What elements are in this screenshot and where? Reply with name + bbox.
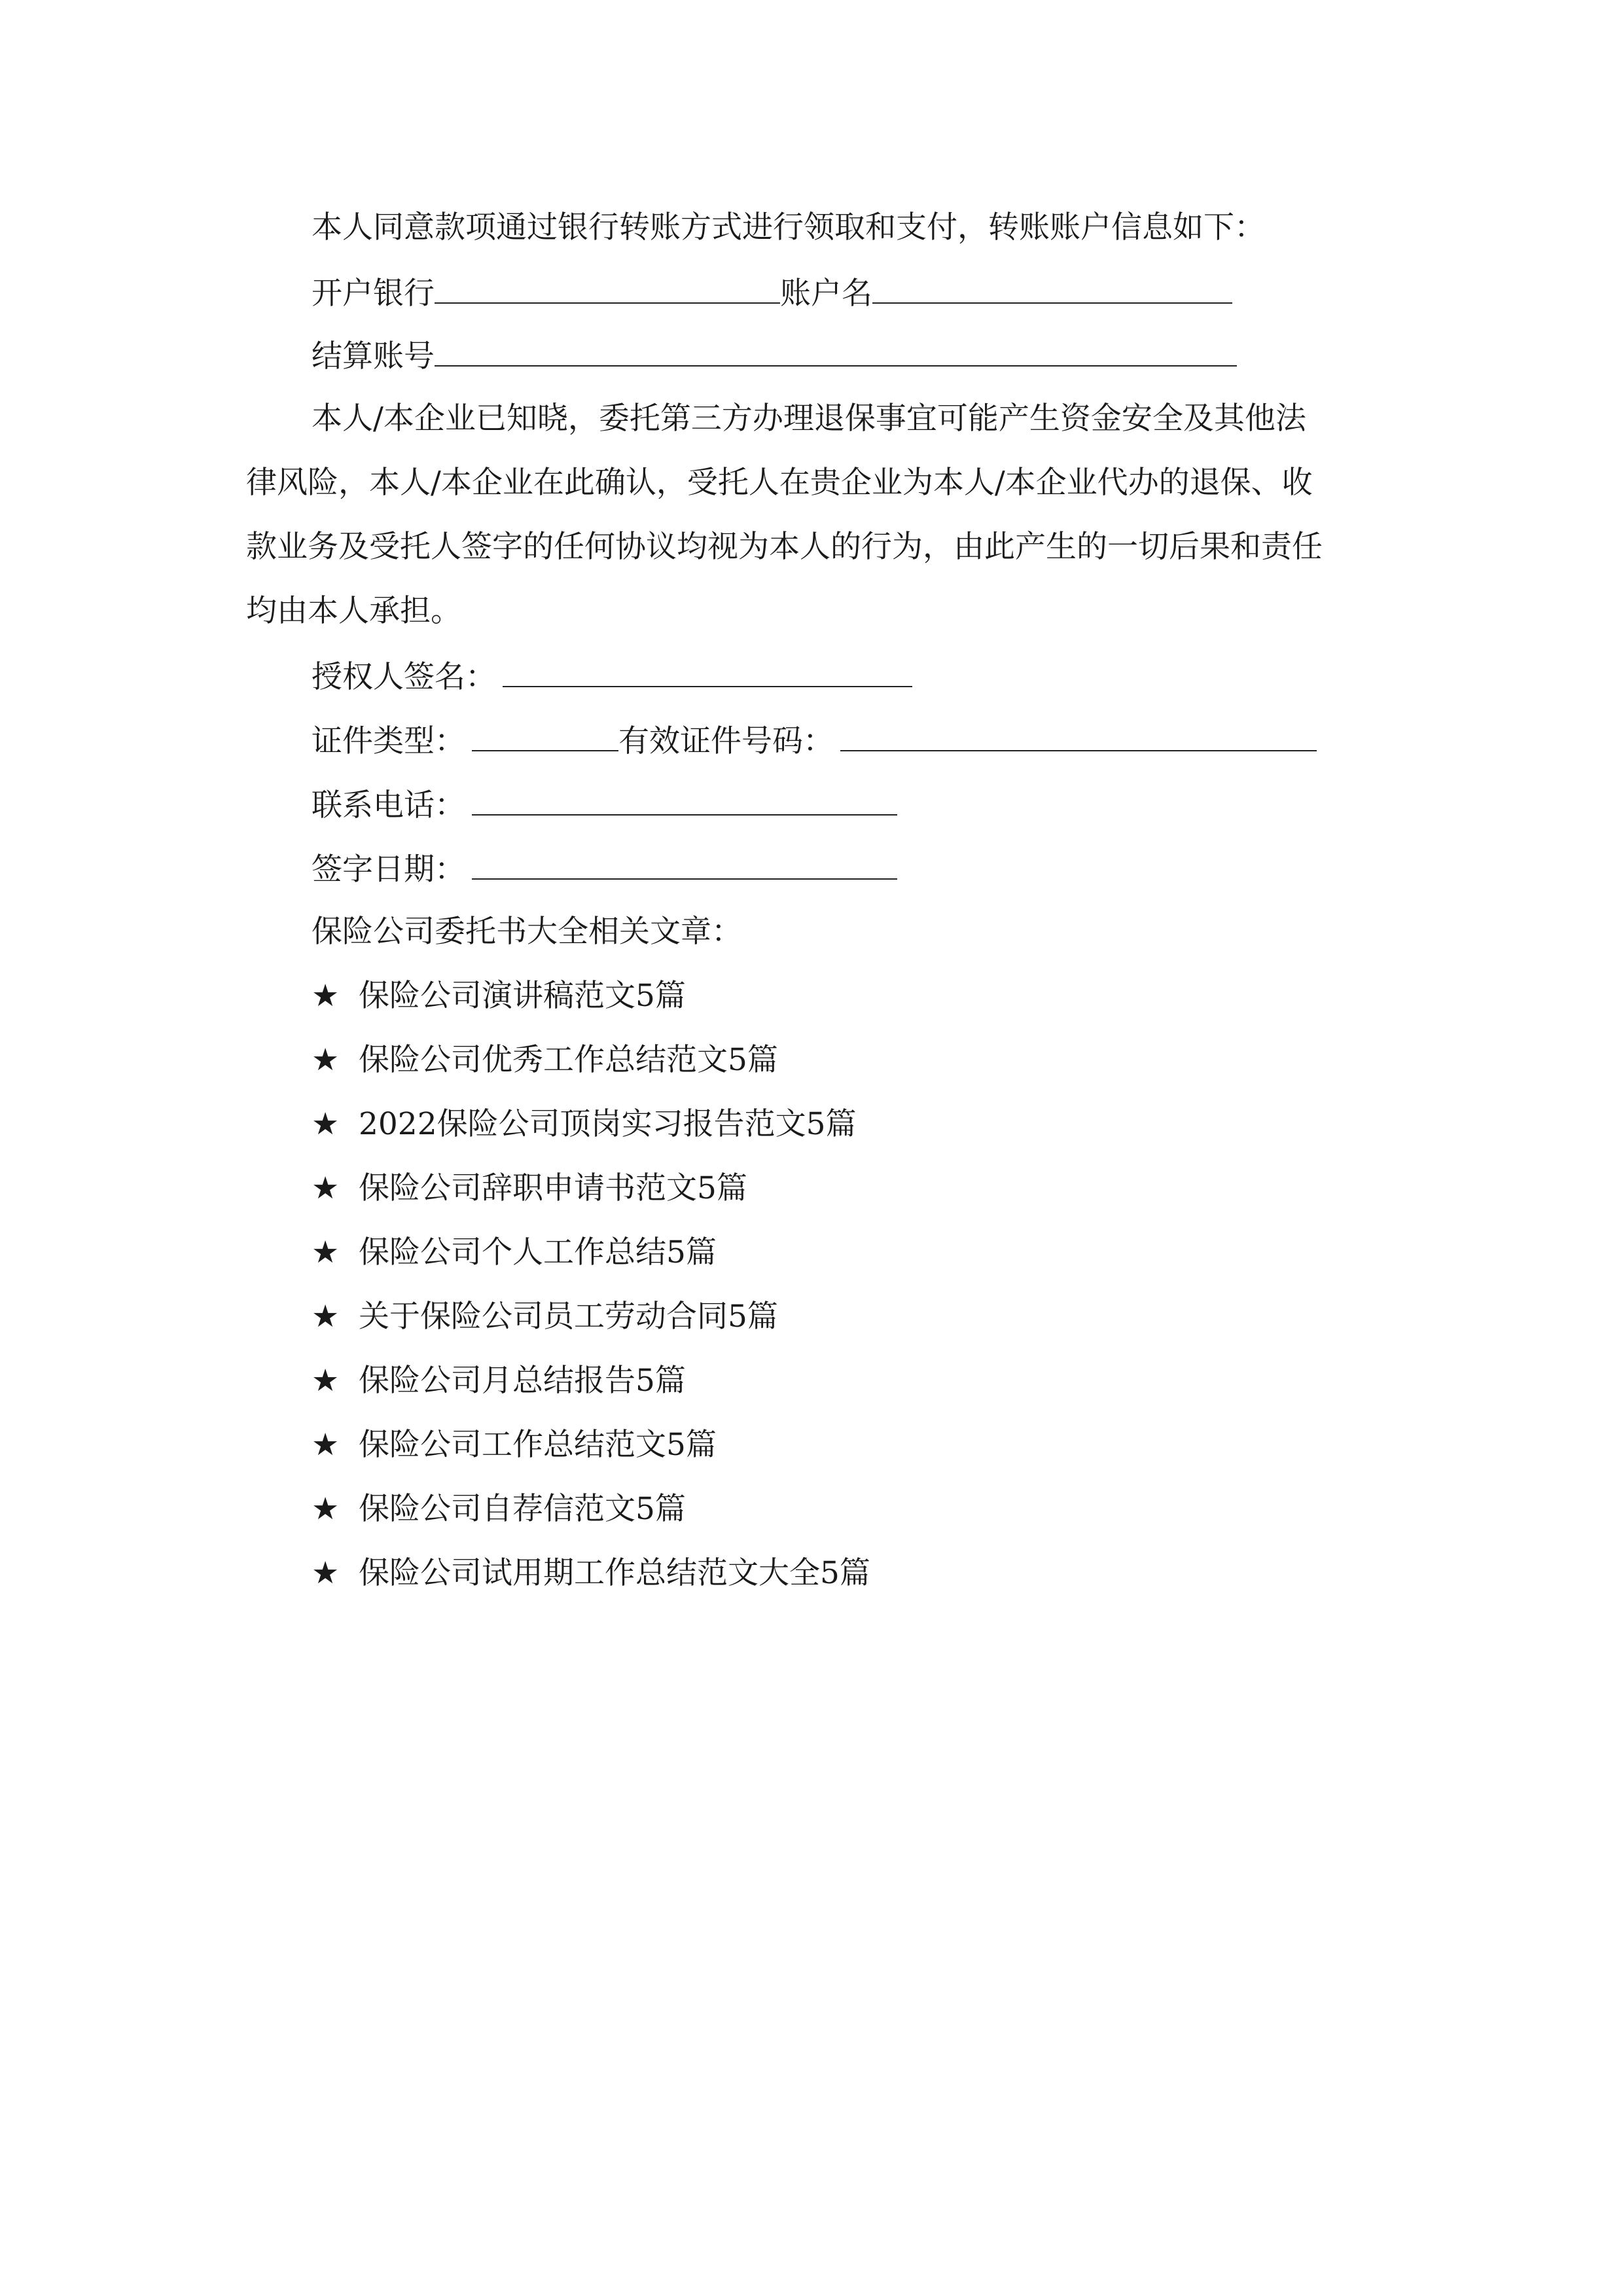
date-label: 签字日期：: [312, 852, 465, 888]
id-type-label: 证件类型：: [312, 723, 465, 759]
related-item[interactable]: [312, 1490, 686, 1529]
date-row: [312, 848, 897, 888]
account-number-row: [312, 335, 1237, 374]
paragraph-line: 款业务及受托人签字的任何协议均视为本人的行为，由此产生的一切后果和责任: [246, 529, 1323, 565]
phone-row: [312, 784, 897, 823]
related-item-label[interactable]: 保险公司自荐信范文5篇: [359, 1491, 686, 1527]
bank-label: 开户银行: [312, 276, 435, 312]
id-number-label: 有效证件号码：: [618, 723, 834, 759]
related-item[interactable]: [312, 1233, 717, 1272]
related-item-label[interactable]: 保险公司月总结报告5篇: [359, 1363, 686, 1399]
related-item[interactable]: [312, 1554, 870, 1593]
paragraph-line: 律风险，本人/本企业在此确认，受托人在贵企业为本人/本企业代办的退保、收: [246, 465, 1313, 501]
star-icon: ★: [312, 1299, 340, 1335]
id-number-field[interactable]: [840, 720, 1317, 751]
id-type-field[interactable]: [472, 720, 618, 751]
paragraph-line: 本人/本企业已知晓，委托第三方办理退保事宜可能产生资金安全及其他法: [312, 401, 1306, 437]
related-item[interactable]: [312, 1105, 857, 1144]
related-item-label[interactable]: 保险公司辞职申请书范文5篇: [359, 1170, 747, 1206]
related-item[interactable]: [312, 977, 686, 1016]
account-number-field[interactable]: [435, 335, 1237, 367]
related-item[interactable]: [312, 1297, 778, 1336]
id-row: [312, 720, 1317, 759]
account-number-label: 结算账号: [312, 338, 435, 374]
bank-row: [312, 272, 1232, 312]
star-icon: ★: [312, 1427, 340, 1463]
related-item[interactable]: [312, 1426, 717, 1465]
related-item[interactable]: [312, 1361, 686, 1401]
account-name-field[interactable]: [872, 272, 1232, 304]
star-icon: ★: [312, 978, 340, 1014]
star-icon: ★: [312, 1234, 340, 1270]
star-icon: ★: [312, 1363, 340, 1399]
account-name-label: 账户名: [780, 276, 872, 312]
signer-row: [312, 656, 912, 695]
signer-label: 授权人签名：: [312, 659, 496, 695]
paragraph-line: 均由本人承担。: [246, 593, 461, 629]
bank-field[interactable]: [435, 272, 780, 304]
phone-field[interactable]: [472, 784, 897, 816]
related-item-label[interactable]: 关于保险公司员工劳动合同5篇: [359, 1299, 778, 1335]
signer-field[interactable]: [503, 656, 912, 687]
related-item-label[interactable]: 保险公司个人工作总结5篇: [359, 1234, 717, 1270]
related-item-label[interactable]: 保险公司工作总结范文5篇: [359, 1427, 717, 1463]
intro-line: 本人同意款项通过银行转账方式进行领取和支付，转账账户信息如下：: [312, 209, 1265, 245]
star-icon: ★: [312, 1042, 340, 1078]
related-item-label[interactable]: 2022保险公司顶岗实习报告范文5篇: [359, 1106, 857, 1142]
related-item-label[interactable]: 保险公司优秀工作总结范文5篇: [359, 1042, 778, 1078]
related-heading: 保险公司委托书大全相关文章：: [312, 914, 742, 950]
star-icon: ★: [312, 1106, 340, 1142]
star-icon: ★: [312, 1555, 340, 1591]
related-item-label[interactable]: 保险公司试用期工作总结范文大全5篇: [359, 1555, 870, 1591]
star-icon: ★: [312, 1491, 340, 1527]
related-item[interactable]: [312, 1169, 747, 1208]
star-icon: ★: [312, 1170, 340, 1206]
related-item[interactable]: [312, 1041, 778, 1080]
date-field[interactable]: [472, 848, 897, 880]
related-item-label[interactable]: 保险公司演讲稿范文5篇: [359, 978, 686, 1014]
phone-label: 联系电话：: [312, 787, 465, 823]
